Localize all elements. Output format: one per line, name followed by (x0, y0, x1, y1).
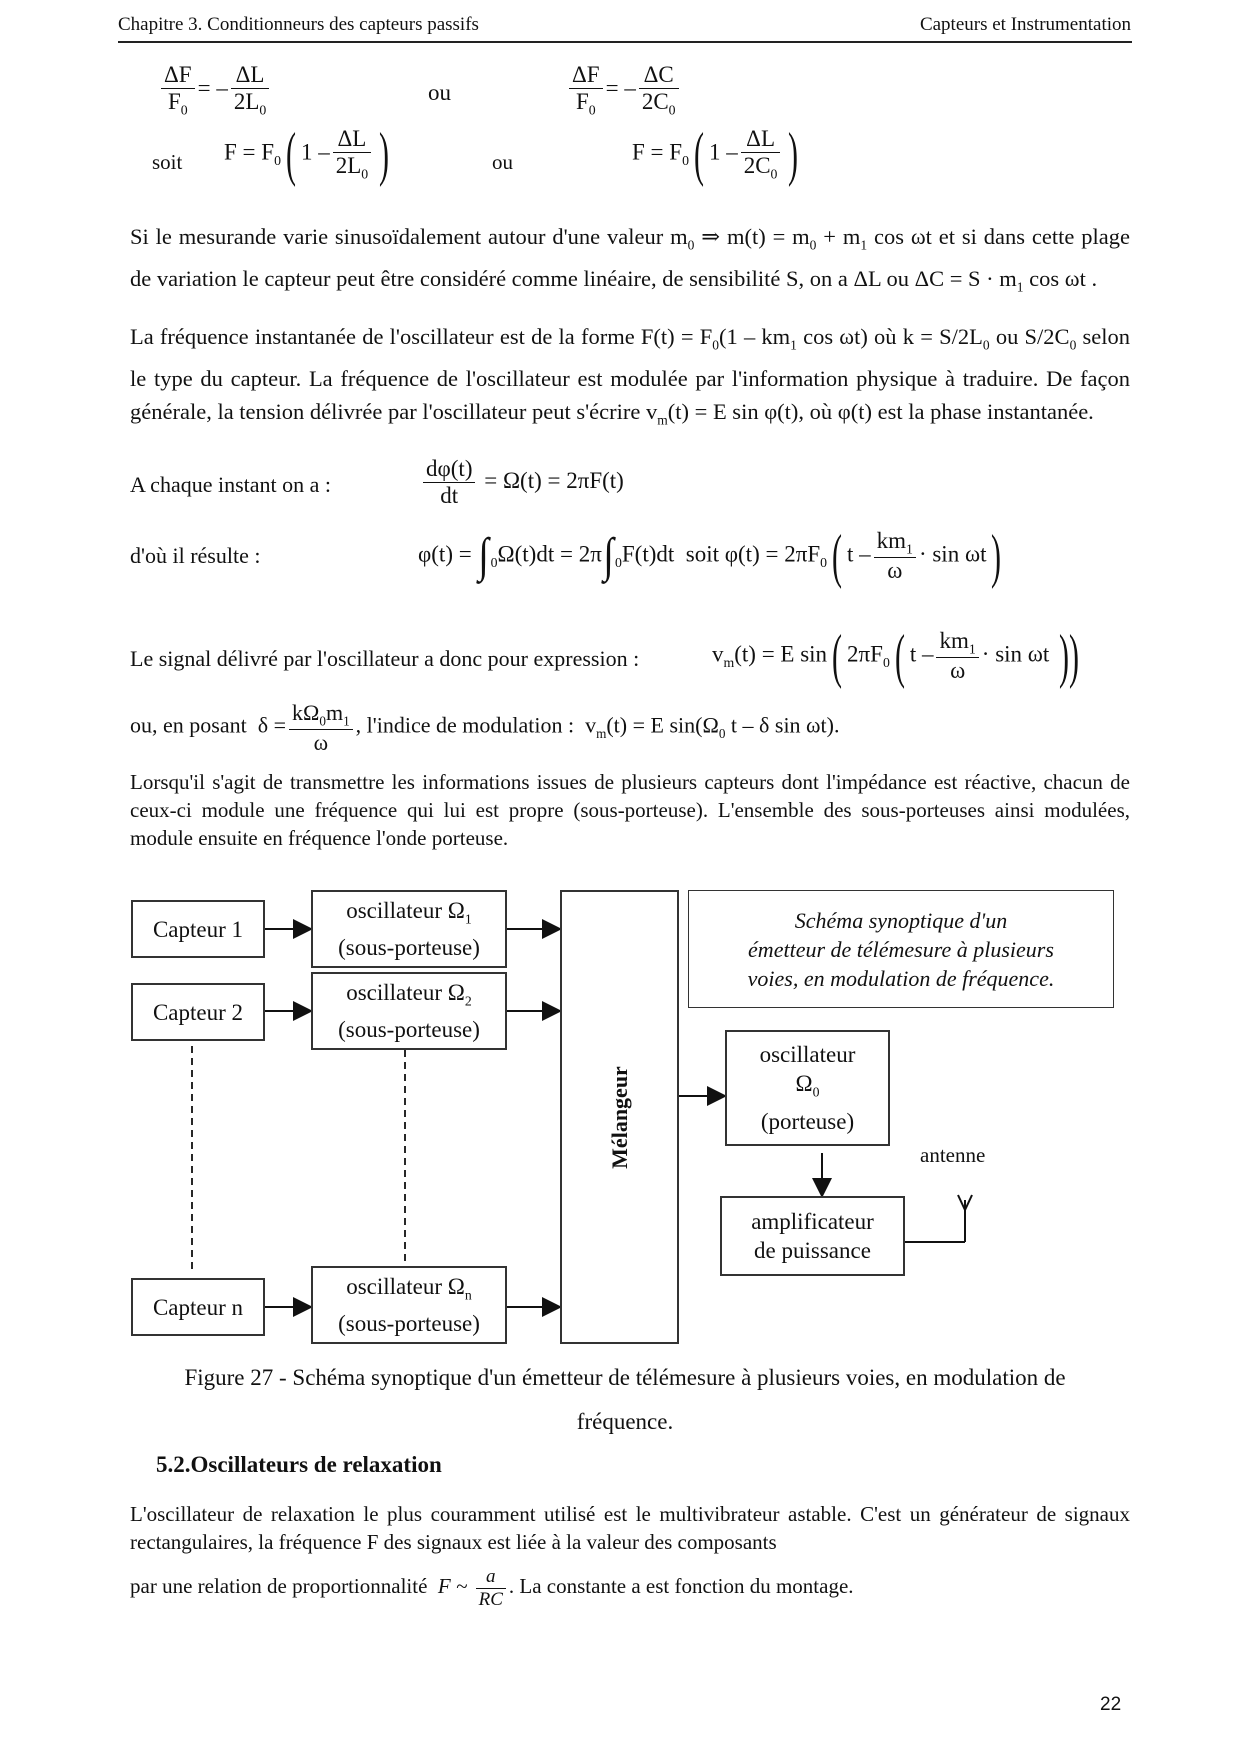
label-capteur-n: Capteur n (152, 1294, 244, 1320)
label-melangeur: Mélangeur (607, 1065, 632, 1169)
equation-F-L: $F = F_0$( 1 – $\frac{\Delta L}{2L_0}$ ) (224, 121, 390, 187)
equation-F-C: $F = F_0$( 1 – $\frac{\Delta L}{2C_0}$ ) (632, 121, 799, 187)
header-book-title: Capteurs et Instrumentation (919, 14, 1131, 35)
section-title: 5.2.Oscillateurs de relaxation (156, 1452, 442, 1477)
paragraph-sous-porteuses: Lorsqu'il s'agit de transmettre les informations issues de plusieurs capteurs dont l'impédance est réactive, chacun de ceux-ci module une fréquence qui lui est propre (sous-porteuse). L'ensemble des sous-porteuses ainsi modulées, module ensuite en fréquence l'onde porteuse. (130, 770, 1130, 850)
box-melangeur (560, 890, 679, 1344)
equation-dF-dC: $\frac{\Delta F}{F_0}$ = – $\frac{\Delta C}{2C_0}$ (566, 62, 682, 119)
equation-dF-dL: $\frac{\Delta F}{F_0}$ = – $\frac{\Delta L}{2L_0}$ (158, 62, 272, 119)
label-antenne: antenne (920, 1143, 986, 1167)
box-capteur-n (131, 1278, 265, 1336)
box-amplificateur: amplificateur de puissance (720, 1196, 905, 1276)
header-chapter: Chapitre 3. Conditionneurs des capteurs passifs (118, 14, 479, 35)
equation-vm-expression: $v_m(t) = E$ sin( $2\pi F_0$( t – $\frac{km_1}{\omega}$ · sin ωt )) (712, 623, 1080, 689)
word-ou-2: ou (492, 150, 513, 174)
box-note-synoptique: Schéma synoptique d'un émetteur de télémesure à plusieurs voies, en modulation de fréquence. (688, 890, 1114, 1008)
label-signal-delivre: Le signal délivré par l'oscillateur a donc pour expression : (130, 646, 640, 671)
label-capteur-1: Capteur 1 (152, 916, 244, 942)
word-ou-1: ou (428, 80, 451, 105)
label-capteur-2: Capteur 2 (152, 999, 244, 1025)
paragraph-sinusoidal: Si le mesurande varie sinusoïdalement autour d'une valeur $m_0$ ⇒ $m(t) = m_0 + m_1$ cos ωt et si dans cette plage de variation le capteur peut être considéré comme linéaire, de sensibilité S, on a ΔL ou $\Delta C = S \cdot m_1$ cos ωt . (130, 224, 1130, 294)
box-oscillateur-1: oscillateur $\Omega_1$ (sous-porteuse) (311, 890, 507, 968)
equation-dphi-dt: $\frac{d\varphi(t)}{dt}$ = Ω(t) = 2πF(t) (420, 456, 624, 510)
figure-caption: Figure 27 - Schéma synoptique d'un émetteur de télémesure à plusieurs voies, en modulation de fréquence. (184, 1365, 1066, 1434)
paragraph-indice-modulation: ou, en posant δ = $\frac{k\Omega_0m_1}{\omega}$ , l'indice de modulation : $v_m(t) = E$ $\sin(\Omega_0$ t – δ sin ωt). (130, 700, 840, 755)
box-oscillateur-n: oscillateur $\Omega_n$ (sous-porteuse) (311, 1266, 507, 1344)
label-dou-il-resulte: d'où il résulte : (130, 543, 261, 568)
equation-phi-integral: $\varphi(t) = \int_0\Omega(t)dt = 2\pi\int_0F(t)dt$ soit $\varphi(t) = 2\pi F_0$( t – $\frac{km_1}{\omega}$ · sin ωt) (418, 523, 1002, 589)
box-capteur-2 (131, 983, 265, 1041)
box-capteur-1 (131, 900, 265, 958)
page-number: 22 (1100, 1694, 1122, 1715)
paragraph-frequence-instantanee: La fréquence instantanée de l'oscillateur est de la forme $F(t) = F_0(1 - km_1$ cos ωt) où $k = S/2L_0$ ou $S/2C_0$ selon le type du capteur. La fréquence de l'oscillateur est modulée par l'information physique à traduire. De façon générale, la tension délivrée par l'oscillateur peut s'écrire $v_m(t) = E$ sin φ(t), où φ(t) est la phase instantanée. (130, 324, 1131, 427)
paragraph-relaxation: L'oscillateur de relaxation le plus couramment utilisé est le multivibrateur astable. C'est un générateur de signaux rectangulaires, la fréquence F des signaux est liée à la valeur des composants (130, 1502, 1130, 1554)
box-oscillateur-porteuse: oscillateur $\Omega_0$ (porteuse) (725, 1030, 890, 1146)
word-soit: soit (152, 150, 183, 174)
box-oscillateur-2: oscillateur $\Omega_2$ (sous-porteuse) (311, 972, 507, 1050)
label-a-chaque-instant: A chaque instant on a : (130, 472, 332, 497)
paragraph-relaxation-end: par une relation de proportionnalité F ~ $\frac{a}{RC}$ . La constante a est fonction du montage. (130, 1566, 854, 1610)
